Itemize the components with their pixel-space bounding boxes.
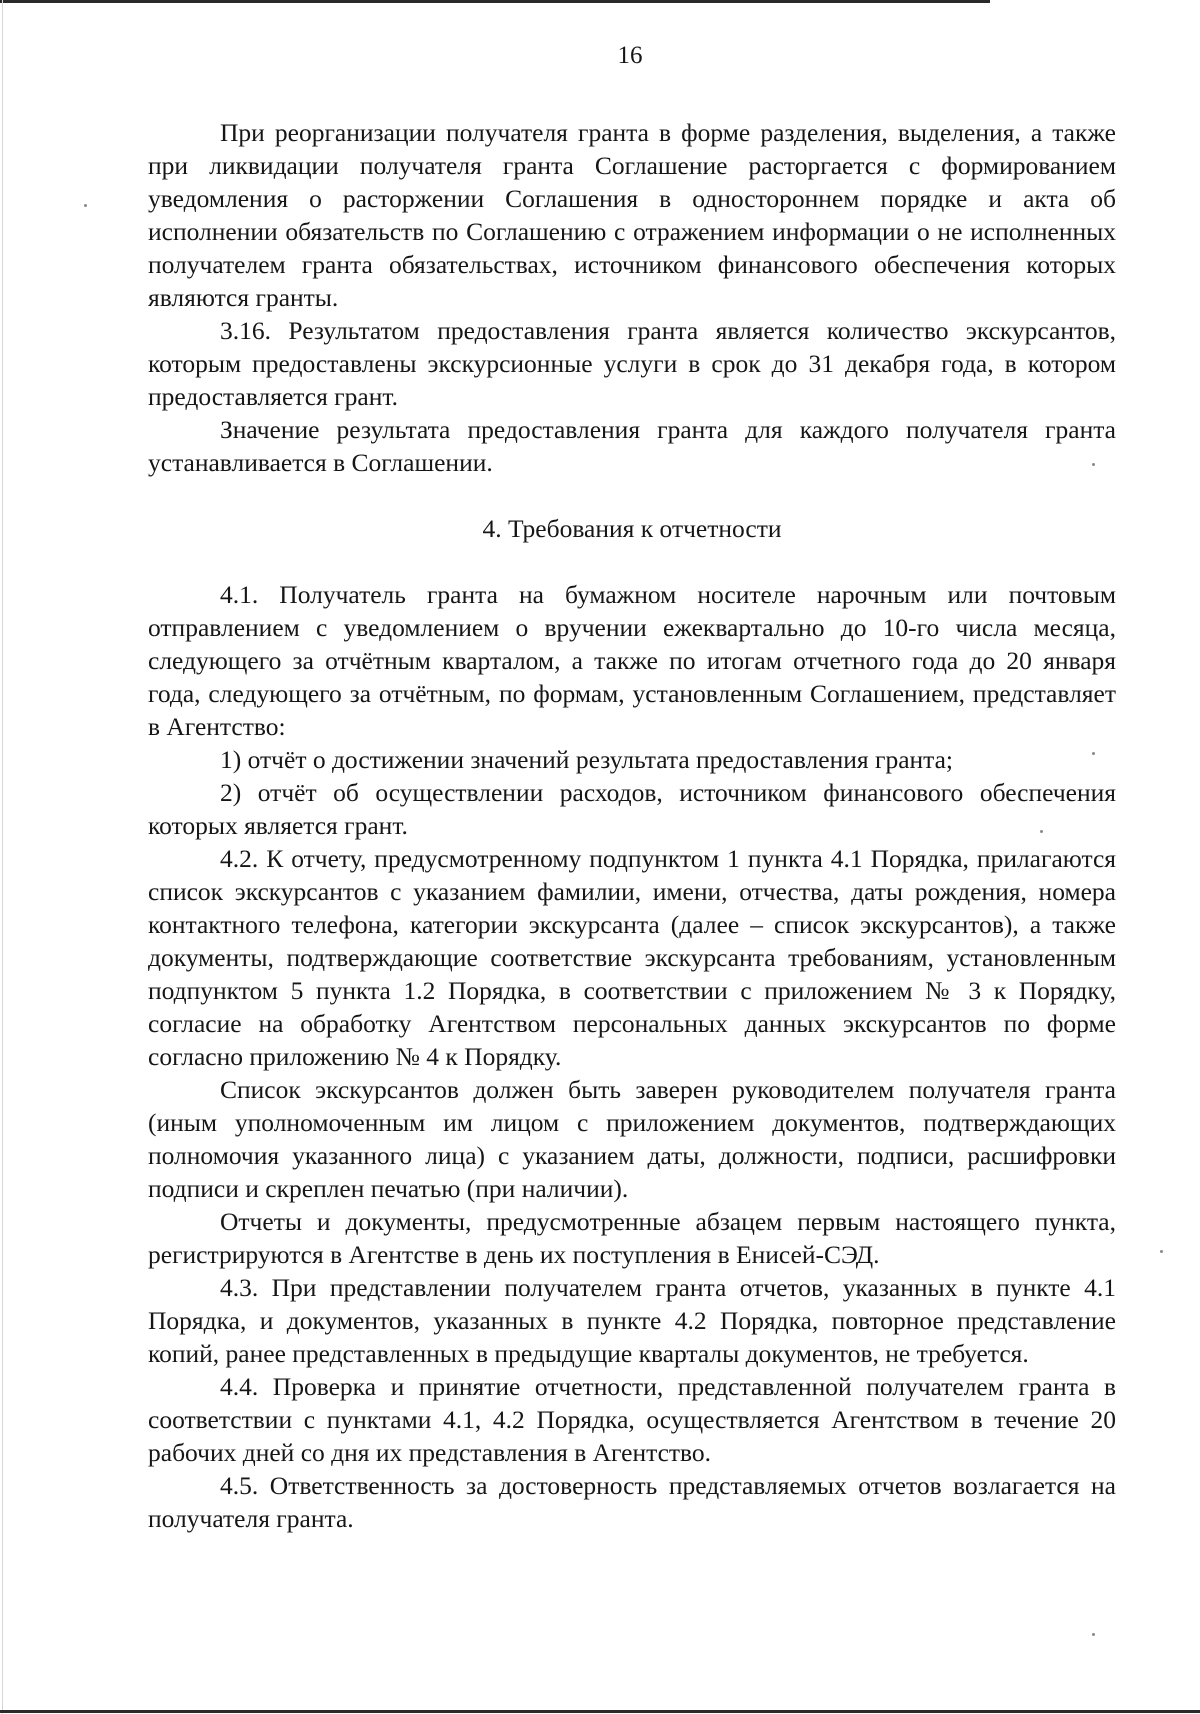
- scan-edge-left: [2, 0, 3, 1714]
- document-body: [148, 116, 1116, 1535]
- section-heading: 4. Требования к отчетности: [482, 514, 782, 543]
- scan-speck: [1160, 1250, 1163, 1253]
- paragraph-4-1: 4.1. Получатель гранта на бумажном носителе нарочным или почтовым отправлением с уведомлением о вручении ежеквартально до 10-го числа месяца, следующего за отчётным кварталом, а также по итогам отчетного года до 20 января года, следующего за отчётным, по формам, установленным Соглашением, представляет в Агентство:: [148, 580, 1116, 741]
- scan-speck: [84, 204, 87, 207]
- page-number: 16: [617, 42, 643, 69]
- list-item-report-1: 1) отчёт о достижении значений результата предоставления гранта;: [220, 745, 954, 774]
- paragraph-registration: Отчеты и документы, предусмотренные абзацем первым настоящего пункта, регистрируются в Агентстве в день их поступления в Енисей-СЭД.: [148, 1207, 1116, 1269]
- paragraph-4-2: 4.2. К отчету, предусмотренному подпунктом 1 пункта 4.1 Порядка, прилагаются список экскурсантов с указанием фамилии, имени, отчества, даты рождения, номера контактного телефона, категории экскурсанта (далее – список экскурсантов), а также документы, подтверждающие соответствие экскурсанта требованиям, установленным подпунктом 5 пункта 1.2 Порядка, в соответствии с приложением № 3 к Порядку, согласие на обработку Агентством персональных данных экскурсантов по форме согласно приложению № 4 к Порядку.: [148, 844, 1116, 1071]
- paragraph-reorganization: При реорганизации получателя гранта в форме разделения, выделения, а также при ликвидации получателя гранта Соглашение расторгается с формированием уведомления о расторжении Соглашения в одностороннем порядке и акта об исполнении обязательств по Соглашению с отражением информации о не исполненных получателем гранта обязательствах, источником финансового обеспечения которых являются гранты.: [148, 118, 1116, 312]
- paragraph-4-4: 4.4. Проверка и принятие отчетности, представленной получателем гранта в соответствии с пунктами 4.1, 4.2 Порядка, осуществляется Агентством в течение 20 рабочих дней со дня их представления в Агентство.: [148, 1372, 1116, 1467]
- paragraph-result-value: Значение результата предоставления гранта для каждого получателя гранта устанавливается в Соглашении.: [148, 415, 1116, 477]
- scan-speck: [1092, 1633, 1095, 1636]
- paragraph-4-3: 4.3. При представлении получателем гранта отчетов, указанных в пункте 4.1 Порядка, и документов, указанных в пункте 4.2 Порядка, повторное представление копий, ранее представленных в предыдущие кварталы документов, не требуется.: [148, 1273, 1116, 1368]
- list-item-report-2: 2) отчёт об осуществлении расходов, источником финансового обеспечения которых является грант.: [148, 778, 1116, 840]
- paragraph-3-16: 3.16. Результатом предоставления гранта является количество экскурсантов, которым предоставлены экскурсионные услуги в срок до 31 декабря года, в котором предоставляется грант.: [148, 316, 1116, 411]
- paragraph-list-certification: Список экскурсантов должен быть заверен руководителем получателя гранта (иным уполномоченным им лицом с приложением документов, подтверждающих полномочия указанного лица) с указанием даты, должности, подписи, расшифровки подписи и скреплен печатью (при наличии).: [148, 1075, 1116, 1203]
- scan-edge-bottom: [0, 1710, 1200, 1713]
- paragraph-4-5: 4.5. Ответственность за достоверность представляемых отчетов возлагается на получателя гранта.: [148, 1471, 1116, 1533]
- scan-edge-top: [0, 0, 990, 3]
